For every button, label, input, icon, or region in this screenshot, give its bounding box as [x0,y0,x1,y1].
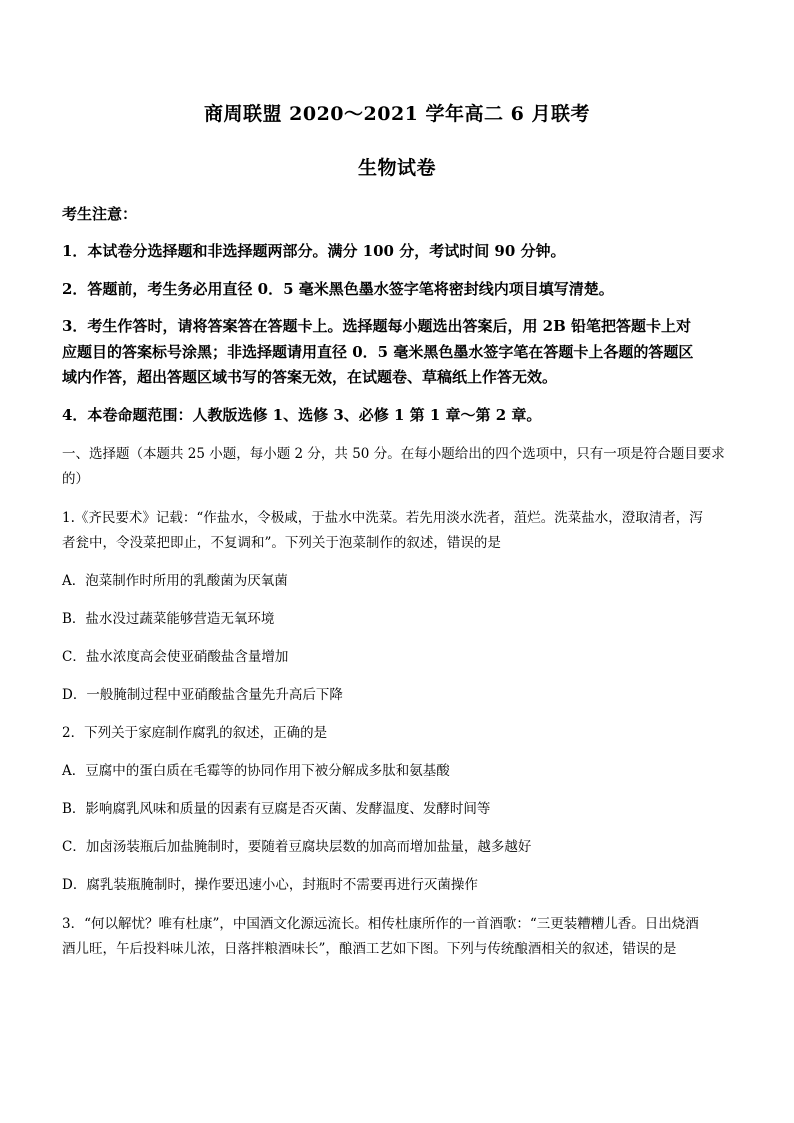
question-2-option-d: D．腐乳装瓶腌制时，操作要迅速小心，封瓶时不需要再进行灭菌操作 [62,877,478,893]
question-2-stem: 2．下列关于家庭制作腐乳的叙述，正确的是 [62,725,328,741]
question-1-stem-line-2: 者瓮中，令没菜把即止，不复调和”。下列关于泡菜制作的叙述，错误的是 [62,535,501,551]
question-2-option-b: B．影响腐乳风味和质量的因素有豆腐是否灭菌、发酵温度、发酵时间等 [62,801,491,817]
notice-item-3-line-2: 应题目的答案标号涂黑；非选择题请用直径 0．5 毫米黑色墨水签字笔在答题卡上各题的答题区 [62,343,694,361]
notice-item-1: 1．本试卷分选择题和非选择题两部分。满分 100 分，考试时间 90 分钟。 [62,242,566,260]
question-3-stem-line-2: 酒儿旺，午后投料味儿浓，日落拌粮酒味长”，酿酒工艺如下图。下列与传统酿酒相关的叙述，错误的是 [62,941,677,957]
exam-title: 商周联盟 2020～2021 学年高二 6 月联考 [204,103,590,125]
question-2-option-a: A．豆腐中的蛋白质在毛霉等的协同作用下被分解成多肽和氨基酸 [62,763,450,779]
question-2-option-c: C．加卤汤装瓶后加盐腌制时，要随着豆腐块层数的加高而增加盐量，越多越好 [62,839,532,855]
notice-item-4: 4．本卷命题范围：人教版选修 1、选修 3、必修 1 第 1 章～第 2 章。 [62,406,542,424]
question-1-option-c: C．盐水浓度高会使亚硝酸盐含量增加 [62,649,289,665]
question-1-option-d: D．一般腌制过程中亚硝酸盐含量先升高后下降 [62,687,343,703]
question-3-stem-line-1: 3．“何以解忧？唯有杜康”，中国酒文化源远流长。相传杜康所作的一首酒歌：“三更装糟糟儿香。日出烧酒 [62,916,699,932]
question-1-stem-line-1: 1.《齐民要术》记载：“作盐水，令极咸，于盐水中洗菜。若先用淡水洗者，菹烂。洗菜盐水，澄取清者，泻 [62,510,703,526]
section-heading-line-2: 的） [62,471,89,487]
question-1-option-a: A．泡菜制作时所用的乳酸菌为厌氧菌 [62,573,288,589]
notice-item-3-line-3: 域内作答，超出答题区域书写的答案无效，在试题卷、草稿纸上作答无效。 [62,368,558,386]
section-heading-line-1: 一、选择题（本题共 25 小题，每小题 2 分，共 50 分。在每小题给出的四个选项中，只有一项是符合题目要求 [62,446,725,462]
notice-item-2: 2．答题前，考生务必用直径 0．5 毫米黑色墨水签字笔将密封线内项目填写清楚。 [62,280,614,298]
exam-subject: 生物试卷 [357,157,436,179]
notice-heading: 考生注意： [62,205,138,223]
question-1-option-b: B．盐水没过蔬菜能够营造无氧环境 [62,611,275,627]
notice-item-3-line-1: 3．考生作答时，请将答案答在答题卡上。选择题每小题选出答案后，用 2B 铅笔把答题卡上对 [62,317,692,335]
